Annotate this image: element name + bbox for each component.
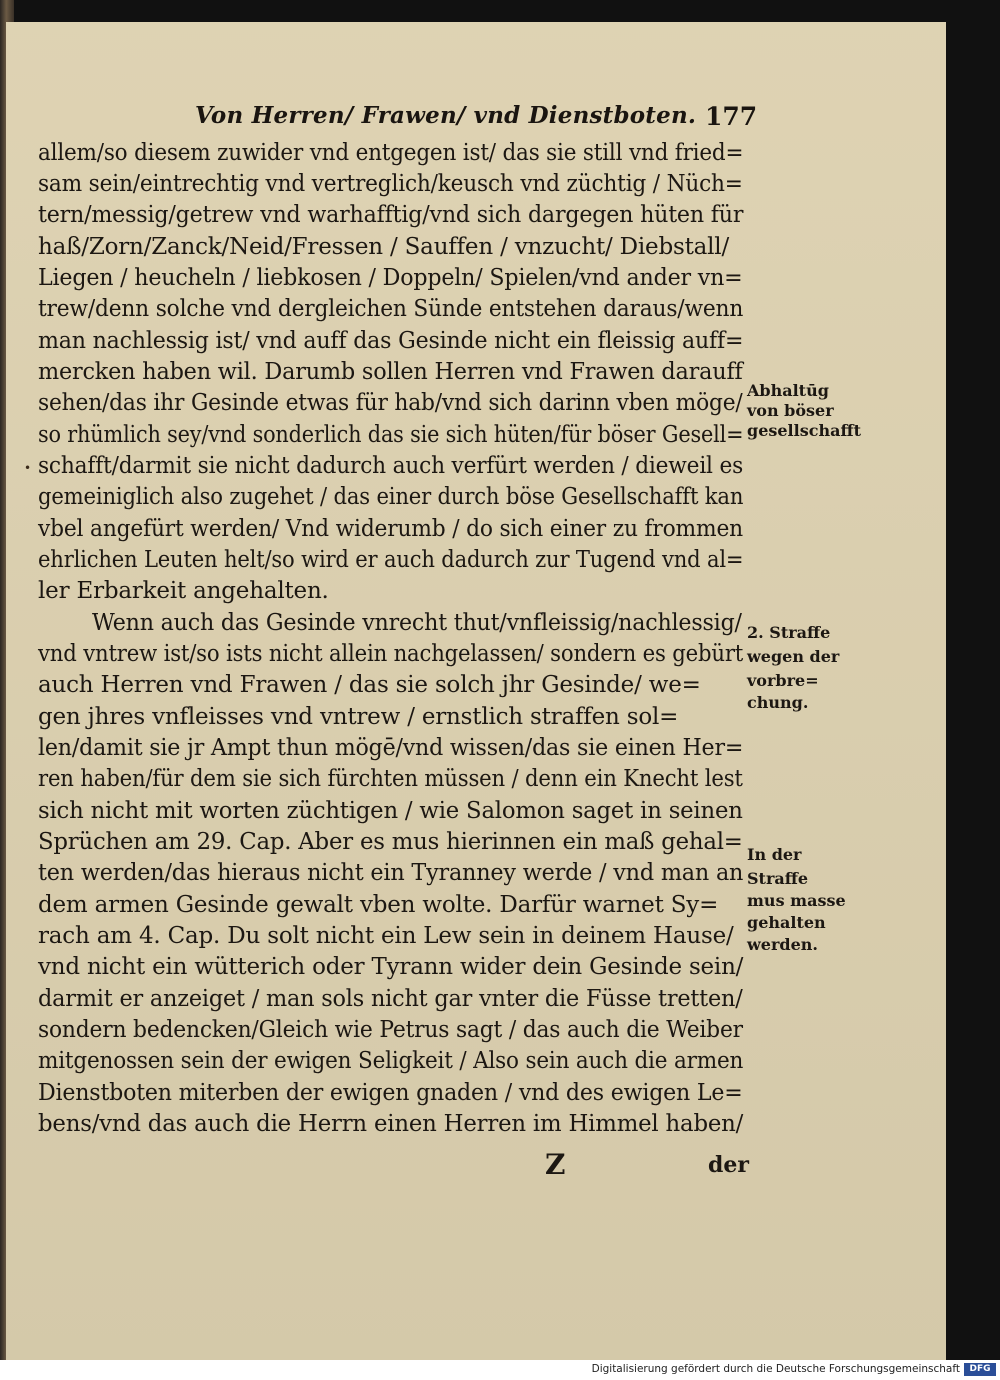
text-line: Wenn auch das Gesinde vnrecht thut/vnfleissig/nachlessig/ [92,610,742,636]
text-line: Dienstboten miterben der ewigen gnaden / vnd des ewigen Le= [38,1080,743,1106]
marginal-note-line: In der [747,845,802,864]
funding-credit: Digitalisierung gefördert durch die Deutsche Forschungsgemeinschaft [591,1363,960,1375]
marginal-note-line: werden. [747,935,818,954]
text-line: vnd vntrew ist/so ists nicht allein nachgelassen/ sondern es gebürt [38,641,744,667]
text-line: ler Erbarkeit angehalten. [38,578,329,604]
text-line: vbel angefürt werden/ Vnd widerumb / do sich einer zu frommen [38,516,743,542]
text-line: gen jhres vnfleisses vnd vntrew / ernstlich straffen sol= [38,704,679,730]
text-line: sam sein/eintrechtig vnd vertreglich/keusch vnd züchtig / Nüch= [38,171,743,197]
text-line: man nachlessig ist/ vnd auff das Gesinde nicht ein fleissig auff= [38,328,744,354]
text-line: allem/so diesem zuwider vnd entgegen ist/ das sie still vnd fried= [38,140,744,166]
text-line: len/damit sie jr Ampt thun mögē/vnd wissen/das sie einen Her= [38,735,744,761]
text-line: gemeiniglich also zugehet / das einer durch böse Gesellschafft kan [38,484,744,510]
marginal-note-line: gesellschafft [747,421,861,440]
marginal-note-line: von böser [747,401,834,420]
marginal-note-line: vorbre= [747,671,819,690]
footer-bar [0,1360,1000,1380]
text-line: auch Herren vnd Frawen / das sie solch jhr Gesinde/ we= [38,672,701,698]
marginal-note-line: gehalten [747,913,826,932]
text-line: ehrlichen Leuten helt/so wird er auch dadurch zur Tugend vnd al= [38,547,744,573]
margin-mark-icon: • [24,461,32,475]
text-line: darmit er anzeiget / man sols nicht gar vnter die Füsse tretten/ [38,986,743,1012]
marginal-note-line: chung. [747,693,809,712]
page-number: 177 [705,102,758,131]
text-line: dem armen Gesinde gewalt vben wolte. Darfür warnet Sy= [38,892,719,918]
text-line: trew/denn solche vnd dergleichen Sünde entstehen daraus/wenn [38,296,744,322]
text-line: bens/vnd das auch die Herrn einen Herren im Himmel haben/ [38,1111,744,1137]
text-line: so rhümlich sey/vnd sonderlich das sie sich hüten/für böser Gesell= [38,422,744,448]
text-line: ren haben/für dem sie sich fürchten müssen / denn ein Knecht lest [38,766,743,792]
marginal-note-line: Abhaltūg [747,381,829,400]
dfg-logo-icon: DFG [964,1363,996,1376]
marginal-note-line: wegen der [747,647,840,666]
marginal-note-line: mus masse [747,891,846,910]
text-line: mitgenossen sein der ewigen Seligkeit / Also sein auch die armen [38,1048,744,1074]
text-line: ten werden/das hieraus nicht ein Tyranney werde / vnd man an [38,860,744,886]
catchword: der [708,1152,749,1178]
page-header [195,102,758,136]
running-title: Von Herren/ Frawen/ vnd Dienstboten. [195,102,697,129]
text-line: sehen/das ihr Gesinde etwas für hab/vnd sich darinn vben möge/ [38,390,743,416]
text-line: sondern bedencken/Gleich wie Petrus sagt / das auch die Weiber [38,1017,743,1043]
text-line: schafft/darmit sie nicht dadurch auch verfürt werden / dieweil es [38,453,744,479]
text-line: tern/messig/getrew vnd warhafftig/vnd sich dargegen hüten für [38,202,744,228]
marginal-note-line: Straffe [747,869,809,888]
text-line: sich nicht mit worten züchtigen / wie Salomon saget in seinen [38,798,743,824]
text-line: rach am 4. Cap. Du solt nicht ein Lew sein in deinem Hause/ [38,923,734,949]
text-line: Sprüchen am 29. Cap. Aber es mus hierinnen ein maß gehal= [38,829,743,855]
signature-mark: Z [545,1148,566,1181]
text-line: vnd nicht ein wütterich oder Tyrann wider dein Gesinde sein/ [38,954,744,980]
marginal-note-line: 2. Straffe [747,623,831,642]
text-line: mercken haben wil. Darumb sollen Herren vnd Frawen darauff [38,359,743,385]
text-line: Liegen / heucheln / liebkosen / Doppeln/ Spielen/vnd ander vn= [38,265,743,291]
text-line: haß/Zorn/Zanck/Neid/Fressen / Sauffen / vnzucht/ Diebstall/ [38,234,730,260]
